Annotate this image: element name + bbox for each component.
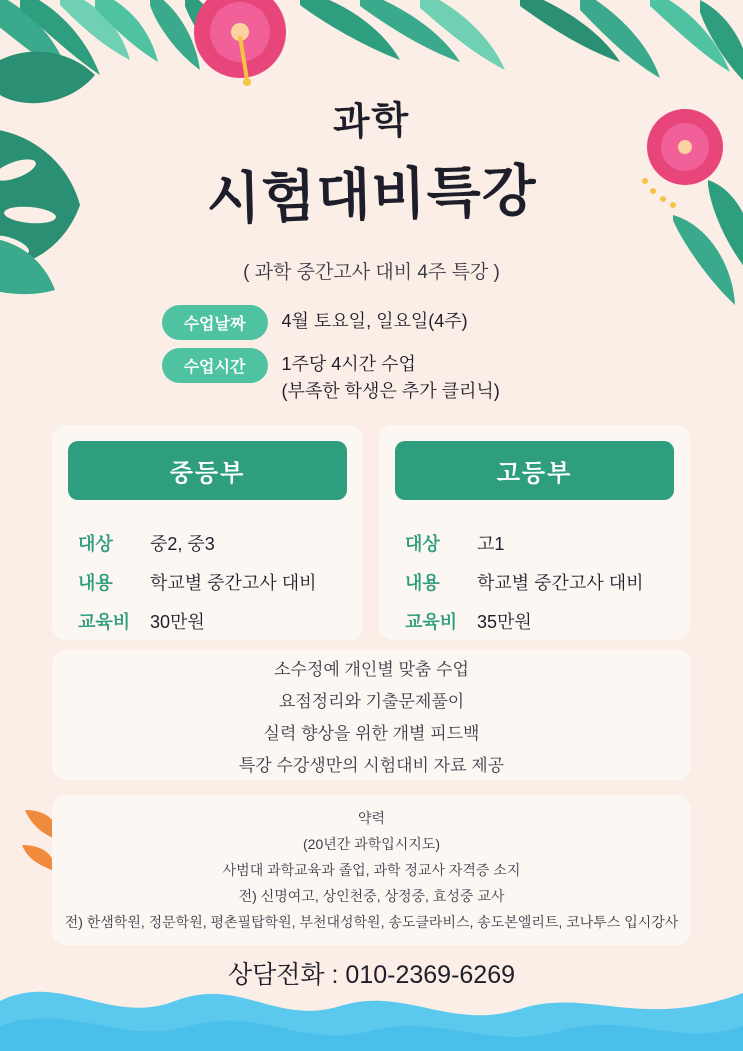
features-panel [52,650,691,780]
profile-line: (20년간 과학입시지도) [303,836,440,852]
schedule-date-value: 4월 토요일, 일요일(4주) [281,311,468,331]
feature-item: 특강 수강생만의 시험대비 자료 제공 [238,755,505,775]
contact-phone: 상담전화 : 010-2369-6269 [227,961,516,989]
card-row [405,608,674,634]
page-subtitle: ( 과학 중간고사 대비 4주 특강 ) [243,262,500,283]
card-value-target: 고1 [477,534,505,554]
card-label-fee: 교육비 [78,612,131,632]
schedule-time-line1: 1주당 4시간 수업 [281,354,416,374]
schedule-time-pill: 수업시간 [162,348,268,383]
card-value-content: 학교별 중간고사 대비 [477,573,644,593]
profile-line: 전) 한샘학원, 정문학원, 평촌필탑학원, 부천대성학원, 송도클라비스, 송도본엘리트, 코나투스 입시강사 [64,914,679,930]
card-value-target: 중2, 중3 [150,534,215,554]
schedule-time-line2: (부족한 학생은 추가 클리닉) [281,381,500,401]
card-body-high [395,530,674,634]
card-label-target: 대상 [78,534,113,554]
profile-line: 사범대 과학교육과 졸업, 과학 정교사 자격증 소지 [222,862,521,878]
bottom-wave-decoration [0,931,743,1051]
schedule-info-list [0,305,743,405]
card-label-content: 내용 [78,573,113,593]
schedule-row-date [162,305,582,340]
card-value-fee: 35만원 [477,612,532,632]
schedule-time-value [282,348,500,405]
profile-heading: 약력 [357,810,386,826]
card-body-middle [68,530,347,634]
card-heading-high: 고등부 [395,441,674,500]
poster-header [0,90,743,284]
instructor-profile-panel [52,795,691,945]
schedule-row-time [162,348,582,405]
course-card-middle-school [52,425,363,640]
feature-item: 소수정예 개인별 맞춤 수업 [274,659,469,679]
card-value-fee: 30만원 [150,612,205,632]
card-row [405,569,674,595]
card-value-content: 학교별 중간고사 대비 [150,573,317,593]
profile-line: 전) 신명여고, 상인천중, 상정중, 효성중 교사 [238,888,505,904]
card-row [405,530,674,556]
card-label-fee: 교육비 [405,612,458,632]
course-card-high-school [379,425,690,640]
card-row [78,569,347,595]
card-row [78,608,347,634]
card-label-content: 내용 [405,573,440,593]
feature-item: 실력 향상을 위한 개별 피드백 [263,723,480,743]
page-title: 시험대비특강 [205,158,538,231]
card-heading-middle: 중등부 [68,441,347,500]
schedule-date-pill: 수업날짜 [162,305,268,340]
course-cards [52,425,691,640]
feature-item: 요점정리와 기출문제풀이 [278,691,465,711]
card-row [78,530,347,556]
page-title-small: 과학 [332,99,412,145]
card-label-target: 대상 [405,534,440,554]
